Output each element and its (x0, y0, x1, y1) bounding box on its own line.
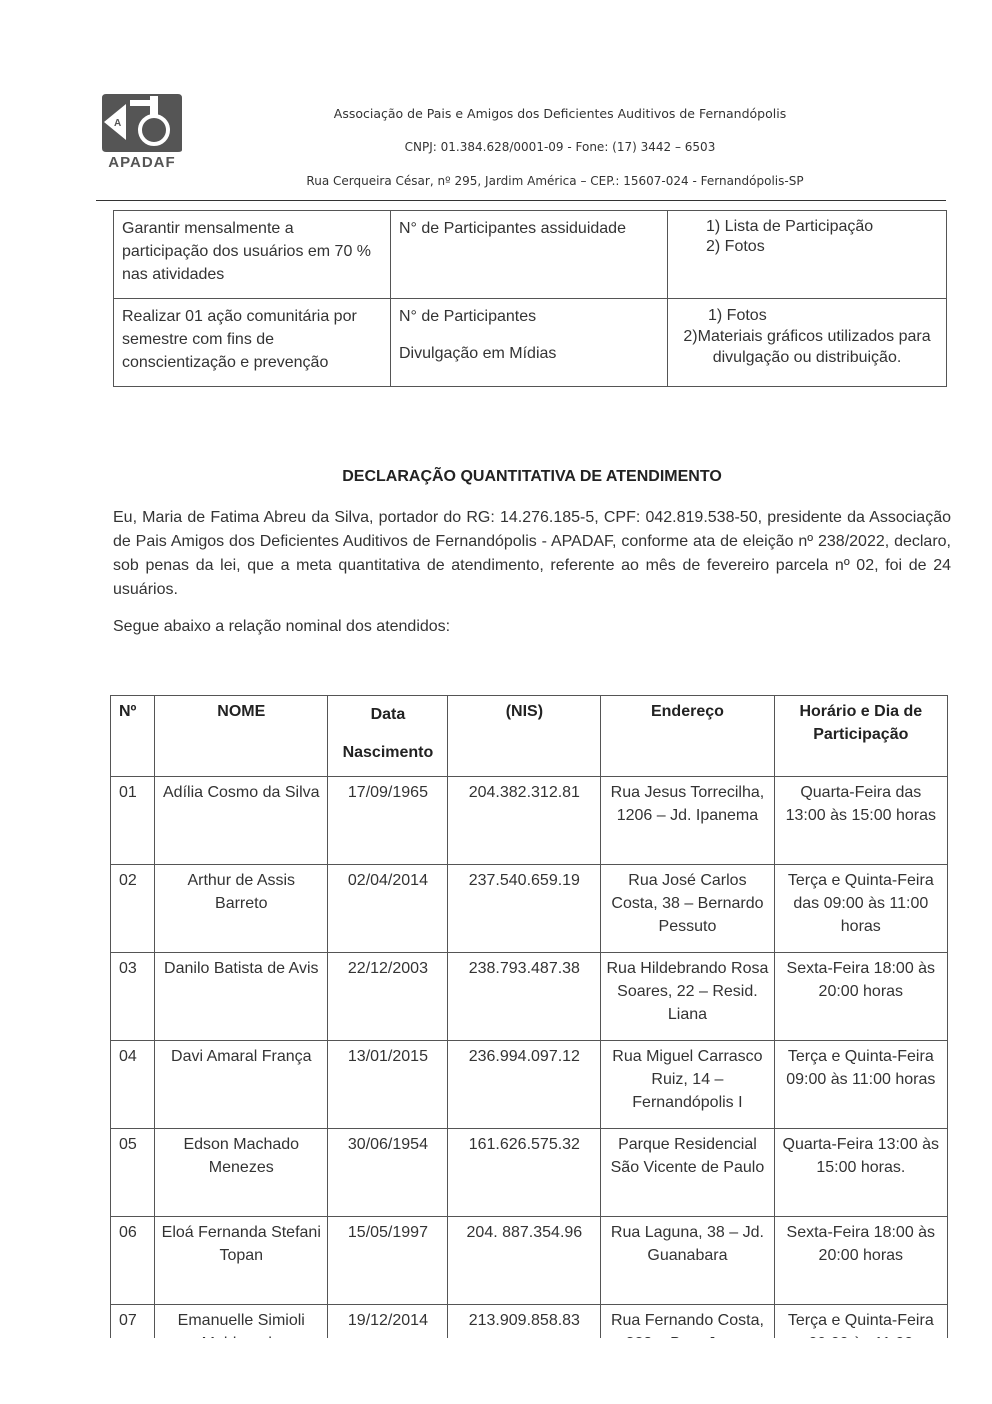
cell-schedule: Terça e Quinta-Feira 09:00 às 11:00 horas (774, 1041, 947, 1129)
cell-schedule: Sexta-Feira 18:00 às 20:00 horas (774, 1217, 947, 1305)
header-nis: (NIS) (448, 696, 601, 777)
cell-address: Rua Miguel Carrasco Ruiz, 14 – Fernandópolis I (601, 1041, 774, 1129)
cell-address: Parque Residencial São Vicente de Paulo (601, 1129, 774, 1217)
indicator-text: N° de Participantes (399, 308, 537, 325)
org-name: Associação de Pais e Amigos dos Deficientes Auditivos de Fernandópolis (333, 106, 787, 121)
cell-num: 07 (111, 1305, 155, 1374)
evidence-item: 1) Lista de Participação (706, 218, 874, 235)
indicator-cell (391, 211, 668, 299)
cell-nis: 213.909.858.83 (448, 1305, 601, 1374)
org-cnpj-phone: CNPJ: 01.384.628/0001-09 - Fone: (17) 3442 – 6503 (404, 140, 716, 154)
table-row (111, 865, 948, 953)
table-row (111, 953, 948, 1041)
cell-num: 04 (111, 1041, 155, 1129)
goal-cell: Realizar 01 ação comunitária por semestre com fins de conscientização e prevenção (114, 299, 391, 387)
cell-num: 06 (111, 1217, 155, 1305)
declaration-follow-text: Segue abaixo a relação nominal dos atendidos: (113, 618, 451, 635)
header-num: Nº (111, 696, 155, 777)
cell-nis: 204.382.312.81 (448, 777, 601, 865)
cell-num: 02 (111, 865, 155, 953)
cell-address: Rua Laguna, 38 – Jd. Guanabara (601, 1217, 774, 1305)
header-schedule: Horário e Dia de Participação (774, 696, 947, 777)
org-address: Rua Cerqueira César, nº 295, Jardim América – CEP.: 15607-024 - Fernandópolis-SP (306, 174, 804, 188)
header-name: NOME (155, 696, 328, 777)
cell-nis: 236.994.097.12 (448, 1041, 601, 1129)
declaration-text: Eu, Maria de Fatima Abreu da Silva, portador do RG: 14.276.185-5, CPF: 042.819.538-50, presidente da Associação de Pais Amigos dos Deficientes Auditivos de Fernandópolis - APADAF, conforme ata de eleição nº 238/2022, declaro, sob penas da lei, que a meta quantitativa de atendimento, referente ao mês de fevereiro parcela nº 02, foi de 24 usuários. (113, 509, 951, 598)
evidence-cell (668, 299, 947, 387)
table-row (111, 1217, 948, 1305)
header-birthdate-line2: Nascimento (342, 744, 434, 761)
cell-nis: 161.626.575.32 (448, 1129, 601, 1217)
cell-schedule: Terça e Quinta-Feira (774, 1305, 947, 1374)
cell-num: 05 (111, 1129, 155, 1217)
cell-birthdate: 30/06/1954 (328, 1129, 448, 1217)
goal-row (114, 299, 947, 387)
cell-name: Emanuelle Simioli (155, 1305, 328, 1374)
cell-birthdate: 15/05/1997 (328, 1217, 448, 1305)
goal-row (114, 211, 947, 299)
cell-birthdate: 13/01/2015 (328, 1041, 448, 1129)
participants-table (110, 695, 948, 1374)
cell-schedule: Quarta-Feira 13:00 às 15:00 horas. (774, 1129, 947, 1217)
apadaf-logo (98, 92, 186, 174)
table-row (111, 1129, 948, 1217)
goals-table (113, 210, 947, 387)
cell-address: Rua Fernando Costa, (601, 1305, 774, 1374)
table-row (111, 777, 948, 865)
indicator-text-2: Divulgação em Mídias (399, 345, 557, 362)
cell-address: Rua José Carlos Costa, 38 – Bernardo Pessuto (601, 865, 774, 953)
cell-birthdate: 19/12/2014 (328, 1305, 448, 1374)
cell-address: Rua Jesus Torrecilha, 1206 – Jd. Ipanema (601, 777, 774, 865)
cell-name: Arthur de Assis Barreto (155, 865, 328, 953)
cell-nis: 204. 887.354.96 (448, 1217, 601, 1305)
svg-text:A: A (114, 118, 122, 129)
cell-name: Eloá Fernanda Stefani Topan (155, 1217, 328, 1305)
indicator-cell (391, 299, 668, 387)
cell-birthdate: 17/09/1965 (328, 777, 448, 865)
logo-text: APADAF (108, 154, 176, 171)
cell-name: Edson Machado Menezes (155, 1129, 328, 1217)
cell-name: Adília Cosmo da Silva (155, 777, 328, 865)
table-row (111, 1041, 948, 1129)
evidence-cell (668, 211, 947, 299)
header-divider (96, 200, 946, 201)
goal-cell: Garantir mensalmente a participação dos usuários em 70 % nas atividades (114, 211, 391, 299)
cell-schedule: Sexta-Feira 18:00 às 20:00 horas (774, 953, 947, 1041)
cell-schedule: Terça e Quinta-Feira das 09:00 às 11:00 horas (774, 865, 947, 953)
cell-name: Danilo Batista de Avis (155, 953, 328, 1041)
cell-nis: 238.793.487.38 (448, 953, 601, 1041)
declaration-title: DECLARAÇÃO QUANTITATIVA DE ATENDIMENTO (342, 468, 722, 485)
table-header-row (111, 696, 948, 777)
evidence-list (676, 217, 938, 257)
evidence-item: 1) Fotos (708, 307, 767, 324)
cell-address: Rua Hildebrando Rosa Soares, 22 – Resid. Liana (601, 953, 774, 1041)
evidence-item: 2) Fotos (706, 238, 765, 255)
page-bottom-margin (0, 1338, 992, 1404)
cell-birthdate: 22/12/2003 (328, 953, 448, 1041)
header-birthdate-line1: Data (370, 706, 406, 723)
cell-num: 03 (111, 953, 155, 1041)
indicator-text: N° de Participantes assiduidade (399, 220, 626, 237)
header-birthdate (328, 696, 448, 777)
logo-emblem (100, 92, 184, 154)
cell-nis: 237.540.659.19 (448, 865, 601, 953)
header-address: Endereço (601, 696, 774, 777)
cell-schedule: Quarta-Feira das 13:00 às 15:00 horas (774, 777, 947, 865)
evidence-item: 2)Materiais gráficos utilizados para divulgação ou distribuição. (683, 328, 931, 366)
cell-num: 01 (111, 777, 155, 865)
cell-birthdate: 02/04/2014 (328, 865, 448, 953)
cell-name: Davi Amaral França (155, 1041, 328, 1129)
